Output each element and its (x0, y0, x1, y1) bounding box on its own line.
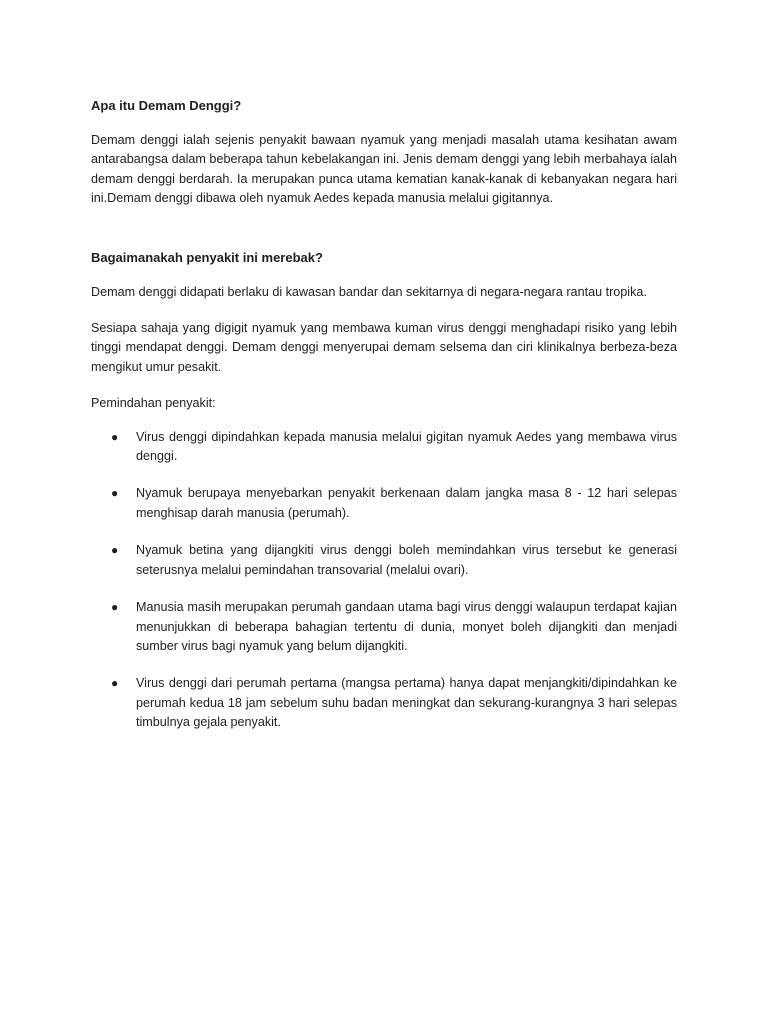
list-item (91, 541, 677, 580)
bullet-icon: ● (111, 676, 119, 691)
list-item-text: Nyamuk berupaya menyebarkan penyakit berkenaan dalam jangka masa 8 - 12 hari selepas menghisap darah manusia (perumah). (136, 486, 677, 520)
list-item (91, 484, 677, 523)
paragraph-risk: Sesiapa sahaja yang digigit nyamuk yang membawa kuman virus denggi menghadapi risiko yang lebih tinggi mendapat denggi. Demam denggi menyerupai demam selsema dan ciri klinikalnya berbeza-beza mengikut umur pesakit. (91, 321, 677, 374)
transmission-list (91, 428, 677, 733)
list-item-text: Virus denggi dipindahkan kepada manusia melalui gigitan nyamuk Aedes yang membawa virus denggi. (136, 429, 677, 464)
document-page (91, 96, 677, 751)
list-item-text: Manusia masih merupakan perumah gandaan utama bagi virus denggi walaupun terdapat kajian menunjukkan di beberapa bahagian tertentu di dunia, monyet boleh dijangkiti dan menjadi sumber virus bagi nyamuk yang belum dijangkiti. (136, 600, 677, 653)
bullet-icon: ● (111, 429, 119, 444)
list-item-text: Nyamuk betina yang dijangkiti virus denggi boleh memindahkan virus tersebut ke generasi seterusnya melalui pemindahan transovarial (melalui ovari). (136, 543, 677, 577)
list-item-text: Virus denggi dari perumah pertama (mangsa pertama) hanya dapat menjangkiti/dipindahkan ke perumah kedua 18 jam sebelum suhu badan meningkat dan sekurang-kurangnya 3 hari selepas timbulnya gejala penyakit. (136, 676, 677, 730)
section-heading-apa-itu-demam-denggi: Apa itu Demam Denggi? (91, 98, 242, 113)
bullet-icon: ● (111, 486, 119, 501)
section-heading-bagaimanakah-merebak: Bagaimanakah penyakit ini merebak? (91, 249, 323, 265)
paragraph-location: Demam denggi didapati berlaku di kawasan bandar dan sekitarnya di negara-negara rantau tropika. (91, 284, 647, 299)
list-item (91, 428, 677, 467)
paragraph-definition: Demam denggi ialah sejenis penyakit bawaan nyamuk yang menjadi masalah utama kesihatan awam antarabangsa dalam beberapa tahun kebelakangan ini. Jenis demam denggi yang lebih merbahaya ialah demam denggi berdarah. Ia merupakan punca utama kematian kanak-kanak di kebanyakan negara hari ini.Demam denggi dibawa oleh nyamuk Aedes kepada manusia melalui gigitannya. (91, 133, 677, 206)
list-item (91, 598, 677, 656)
list-item (91, 674, 677, 732)
list-intro: Pemindahan penyakit: (91, 396, 216, 411)
bullet-icon: ● (111, 543, 119, 558)
bullet-icon: ● (111, 600, 119, 615)
